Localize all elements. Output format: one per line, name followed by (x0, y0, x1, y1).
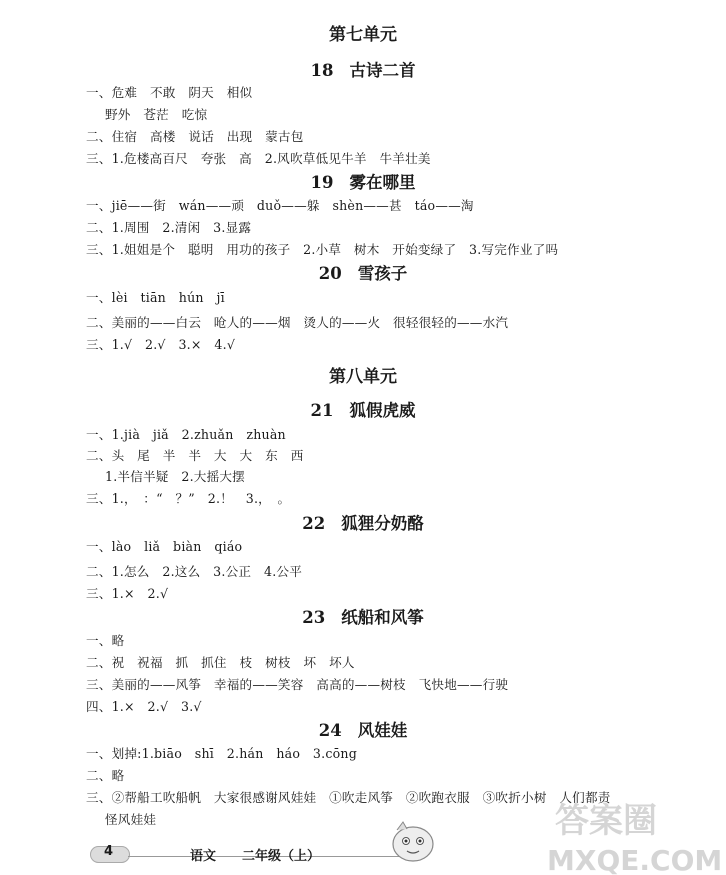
watermark-logo (545, 790, 725, 875)
lesson-name: 雪孩子 (357, 264, 408, 283)
answer-line: 二、住宿 高楼 说话 出现 蒙古包 (86, 129, 304, 144)
lesson-number: 21 (310, 401, 334, 420)
answer-line: 三、1.√ 2.√ 3.× 4.√ (86, 337, 236, 352)
answer-line: 二、头 尾 半 半 大 大 东 西 (86, 448, 304, 463)
lesson-title (0, 57, 726, 81)
lesson-number: 22 (302, 514, 326, 533)
mascot-icon (385, 818, 441, 866)
answer-line: 一、jiē——街 wán——顽 duǒ——躲 shèn——甚 táo——淘 (86, 198, 474, 213)
lesson-name: 雾在哪里 (349, 173, 416, 192)
answer-line: 怪风娃娃 (105, 812, 157, 827)
lesson-title (0, 510, 726, 534)
lesson-number: 20 (318, 264, 342, 283)
lesson-number: 19 (310, 173, 334, 192)
lesson-name: 纸船和风筝 (341, 608, 424, 627)
answer-line: 1.半信半疑 2.大摇大摆 (105, 469, 245, 484)
lesson-name: 狐假虎威 (349, 401, 416, 420)
answer-line: 二、1.怎么 2.这么 3.公正 4.公平 (86, 564, 302, 579)
subject-label: 语文 (190, 849, 217, 864)
answer-line: 野外 苍茫 吃惊 (105, 107, 208, 122)
answer-line: 一、略 (86, 633, 125, 648)
answer-line: 三、美丽的——风筝 幸福的——笑容 高高的——树枝 飞快地——行驶 (86, 677, 509, 692)
unit-title: 第七单元 (329, 25, 397, 45)
answer-line: 二、1.周围 2.清闲 3.显露 (86, 220, 252, 235)
lesson-title (0, 717, 726, 741)
watermark-bottom: MXQE.COM (547, 844, 723, 875)
answer-line: 一、1.jià jiǎ 2.zhuǎn zhuàn (86, 427, 286, 442)
page-footer (70, 842, 370, 868)
answer-line: 二、祝 祝福 抓 抓住 枝 树枝 坏 坏人 (86, 655, 355, 670)
unit-title: 第八单元 (329, 367, 397, 387)
lesson-title (0, 169, 726, 193)
answer-line: 二、略 (86, 768, 125, 783)
answer-line: 一、lèi tiān hún jī (86, 290, 225, 305)
answer-line: 一、划掉:1.biāo shī 2.hán háo 3.cōng (86, 746, 357, 761)
lesson-name: 古诗二首 (349, 61, 416, 80)
answer-line: 三、1.， ：“ ？” 2.！ 3.， 。 (86, 491, 291, 506)
watermark-top: 答案圈 (555, 801, 657, 841)
lesson-number: 24 (318, 721, 342, 740)
answer-line: 三、②帮船工吹船帆 大家很感谢风娃娃 ①吹走风筝 ②吹跑衣服 ③吹折小树 人们都责 (86, 790, 611, 805)
answer-line: 一、lào liǎ biàn qiáo (86, 539, 243, 554)
page-number: 4 (104, 844, 114, 859)
answer-line: 二、美丽的——白云 呛人的——烟 烫人的——火 很轻很轻的——水汽 (86, 315, 509, 330)
lesson-number: 23 (302, 608, 326, 627)
footer-subject (190, 845, 320, 864)
lesson-name: 风娃娃 (357, 721, 408, 740)
lesson-title (0, 604, 726, 628)
lesson-name: 狐狸分奶酪 (341, 514, 424, 533)
answer-line: 一、危难 不敢 阴天 相似 (86, 85, 253, 100)
answer-line: 三、1.× 2.√ (86, 586, 169, 601)
lesson-title (0, 260, 726, 284)
lesson-number: 18 (310, 61, 334, 80)
answer-line: 三、1.姐姐是个 聪明 用功的孩子 2.小草 树木 开始变绿了 3.写完作业了吗 (86, 242, 559, 257)
answer-line: 三、1.危楼高百尺 夸张 高 2.风吹草低见牛羊 牛羊壮美 (86, 151, 431, 166)
grade-label: 二年级（上） (242, 849, 321, 864)
answer-line: 四、1.× 2.√ 3.√ (86, 699, 202, 714)
lesson-title (0, 397, 726, 421)
